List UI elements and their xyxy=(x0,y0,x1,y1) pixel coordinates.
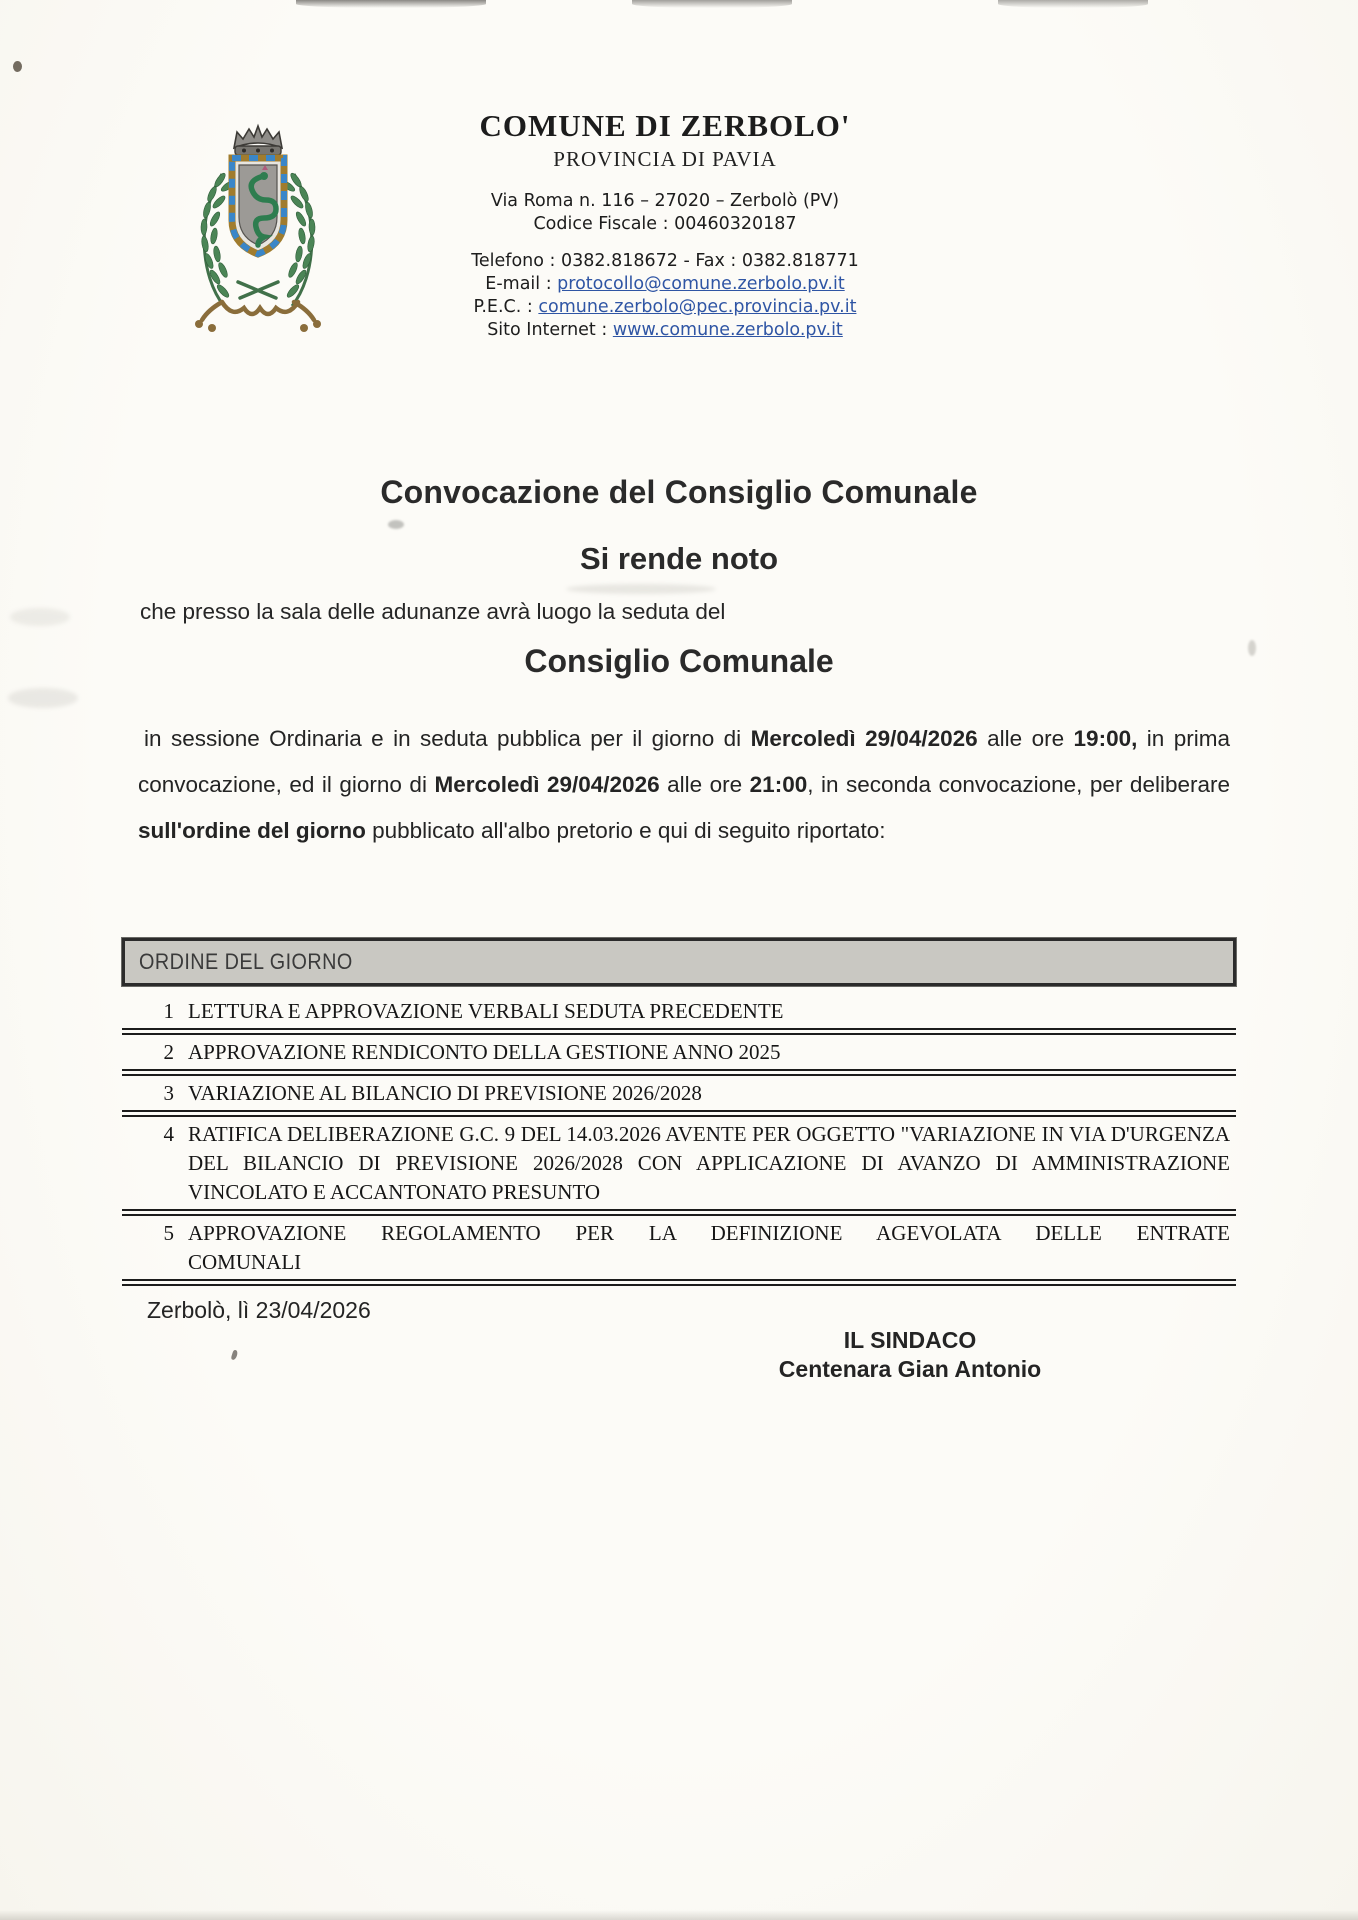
paragraph-text: in sessione Ordinaria e in seduta pubblica per il giorno di xyxy=(144,726,751,751)
paragraph-text: pubblicato all'albo pretorio e qui di seguito riportato: xyxy=(365,818,886,843)
scan-speck xyxy=(231,1349,239,1360)
address-line: Via Roma n. 116 – 27020 – Zerbolò (PV) xyxy=(490,191,840,211)
place-date: Zerbolò, lì 23/04/2026 xyxy=(147,1297,371,1323)
signature-block xyxy=(660,1326,1160,1384)
scan-speck xyxy=(10,608,70,626)
agenda-item-5 xyxy=(122,1216,1236,1286)
intro-line: che presso la sala delle adunanze avrà luogo la seduta del xyxy=(140,599,726,624)
scan-speck xyxy=(13,61,22,72)
agenda-item-text: VARIAZIONE AL BILANCIO DI PREVISIONE 2026/2028 xyxy=(188,1081,702,1105)
agenda-item-4 xyxy=(122,1117,1236,1216)
scan-edge-smear xyxy=(998,0,1148,8)
second-session-date: Mercoledì 29/04/2026 xyxy=(434,772,660,797)
convocation-paragraph xyxy=(138,716,1230,854)
pec-label: P.E.C. : xyxy=(473,297,539,317)
first-session-date: Mercoledì 29/04/2026 xyxy=(750,726,978,751)
email-label: E-mail : xyxy=(485,274,558,294)
agenda-item-1 xyxy=(122,994,1236,1035)
scan-speck xyxy=(388,520,404,529)
agenda-item-text: RATIFICA DELIBERAZIONE G.C. 9 DEL 14.03.2026 AVENTE PER OGGETTO "VARIAZIONE IN VIA D'URGENZA DEL BILANCIO DI PREVISIONE 2026/2028 CON APPLICAZIONE DI AVANZO DI AMMINISTRAZIONE VINCOLATO E ACCANTONATO PRESUNTO xyxy=(188,1122,1230,1204)
council-heading: Consiglio Comunale xyxy=(524,643,834,679)
scan-edge-smear xyxy=(296,0,486,8)
agenda-item-text: LETTURA E APPROVAZIONE VERBALI SEDUTA PRECEDENTE xyxy=(188,999,784,1023)
scan-edge-smear xyxy=(632,0,792,8)
scan-speck xyxy=(1248,640,1256,656)
paragraph-text: in prima convocazione, ed il giorno di xyxy=(138,726,1231,797)
agenda-emphasis: sull'ordine del giorno xyxy=(138,818,366,843)
document-title: Convocazione del Consiglio Comunale xyxy=(380,474,978,510)
paragraph-text: , in seconda convocazione, per deliberare xyxy=(807,772,1230,797)
agenda-item-number: 5 xyxy=(163,1221,174,1245)
pec-link[interactable]: comune.zerbolo@pec.provincia.pv.it xyxy=(538,297,857,317)
agenda-item-text: APPROVAZIONE REGOLAMENTO PER LA DEFINIZIONE AGEVOLATA DELLE ENTRATE COMUNALI xyxy=(188,1221,1230,1274)
paragraph-text: alle ore xyxy=(977,726,1074,751)
notice-heading: Si rende noto xyxy=(579,541,779,576)
province-name: PROVINCIA DI PAVIA xyxy=(553,147,777,171)
email-link[interactable]: protocollo@comune.zerbolo.pv.it xyxy=(557,274,845,294)
website-label: Sito Internet : xyxy=(487,320,613,340)
letterhead xyxy=(300,108,1030,342)
email-line xyxy=(300,273,1030,296)
phone-fax-line: Telefono : 0382.818672 - Fax : 0382.818771 xyxy=(471,251,859,271)
fiscal-code-line: Codice Fiscale : 00460320187 xyxy=(533,214,797,234)
website-link[interactable]: www.comune.zerbolo.pv.it xyxy=(612,320,843,340)
second-session-time: 21:00 xyxy=(749,772,808,797)
agenda-item-number: 1 xyxy=(163,999,174,1023)
scan-speck xyxy=(8,688,78,708)
agenda-header-label: ORDINE DEL GIORNO xyxy=(139,949,353,974)
signature-name: Centenara Gian Antonio xyxy=(778,1356,1042,1382)
agenda-rows xyxy=(122,994,1236,1286)
agenda-item-3 xyxy=(122,1076,1236,1117)
agenda-item-text: APPROVAZIONE RENDICONTO DELLA GESTIONE ANNO 2025 xyxy=(188,1040,781,1064)
first-session-time: 19:00, xyxy=(1073,726,1138,751)
scan-bottom-shade xyxy=(0,1910,1358,1920)
agenda-item-number: 4 xyxy=(163,1122,174,1146)
municipality-name: COMUNE DI ZERBOLO' xyxy=(479,108,851,143)
pec-line xyxy=(300,296,1030,319)
agenda-header xyxy=(122,938,1236,986)
paragraph-text: alle ore xyxy=(659,772,750,797)
signature-title: IL SINDACO xyxy=(843,1327,977,1353)
agenda-item-number: 3 xyxy=(163,1081,174,1105)
scan-speck xyxy=(566,584,716,594)
agenda-item-2 xyxy=(122,1035,1236,1076)
agenda-item-number: 2 xyxy=(163,1040,174,1064)
agenda-table xyxy=(122,938,1236,1286)
website-line xyxy=(300,319,1030,342)
